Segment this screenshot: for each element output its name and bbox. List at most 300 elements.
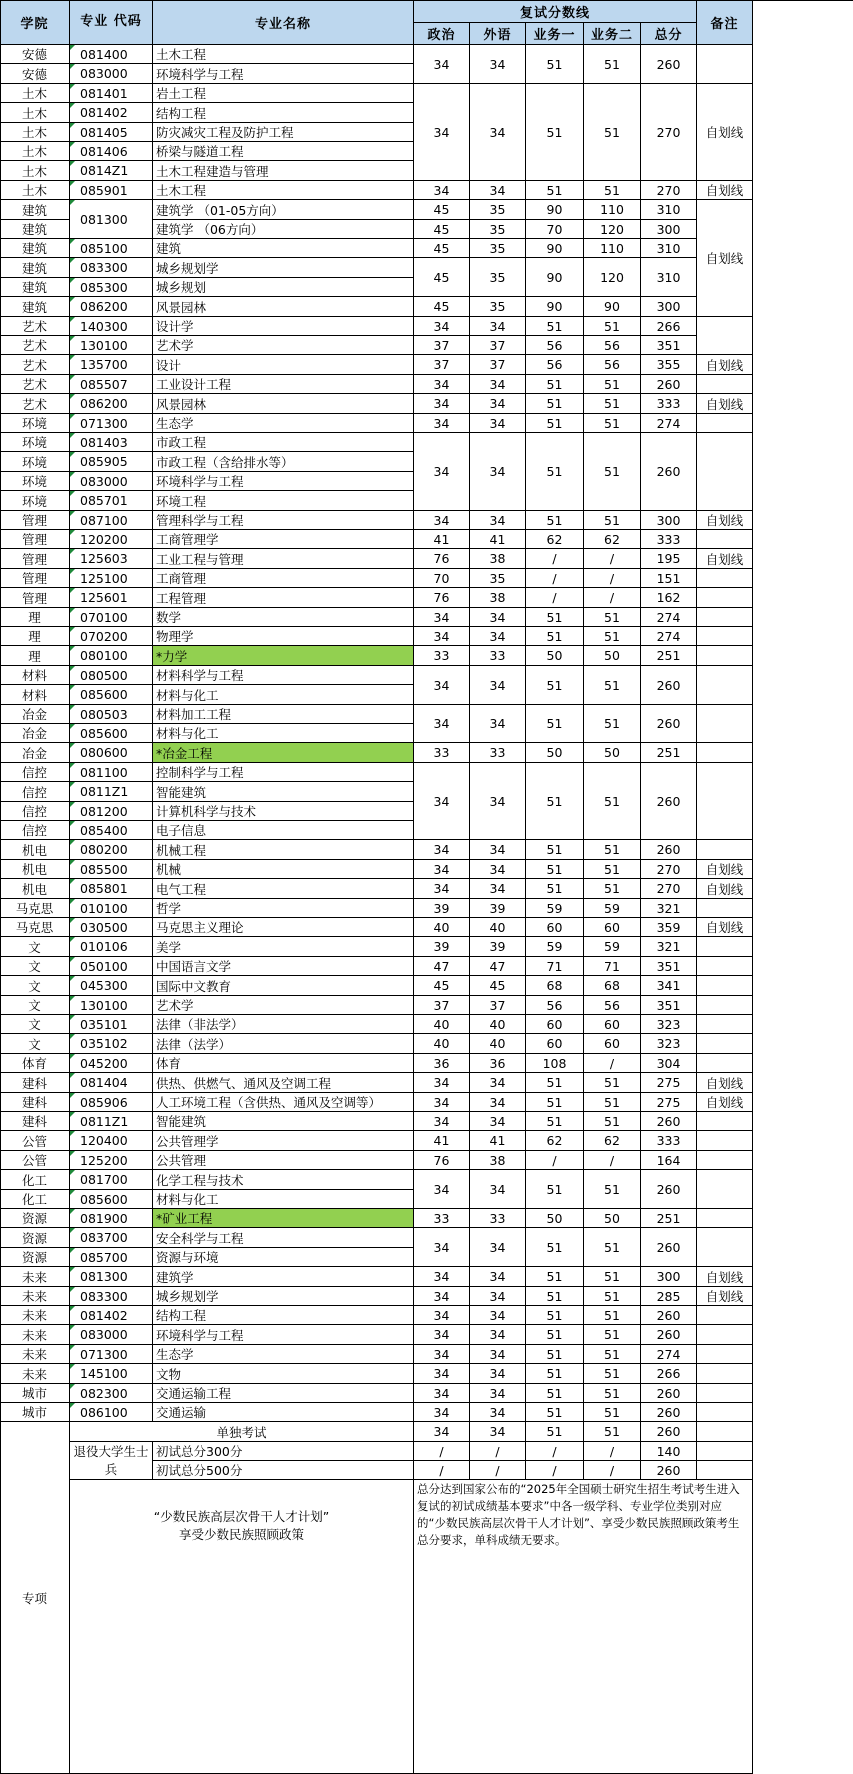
score-subject2-cell: 51	[584, 840, 641, 860]
score-subject1-cell: 51	[526, 1112, 584, 1131]
remark-cell: 自划线	[697, 355, 753, 375]
major-cell: 公共管理学	[153, 1131, 414, 1151]
college-cell: 土木	[0, 142, 70, 161]
remark-cell	[697, 608, 753, 627]
cell-marker-icon	[70, 1209, 75, 1214]
code-cell: 081100	[70, 763, 153, 782]
major-cell: 材料科学与工程	[153, 666, 414, 685]
major-cell: 土木工程建造与管理	[153, 161, 414, 181]
cell-marker-icon	[70, 1131, 75, 1136]
score-total-cell: 333	[641, 394, 697, 414]
score-total-cell: 275	[641, 1093, 697, 1112]
college-cell: 资源	[0, 1209, 70, 1228]
score-politics-cell: 34	[414, 45, 470, 84]
cell-marker-icon	[70, 1306, 75, 1311]
major-cell: 城乡规划	[153, 278, 414, 297]
cell-marker-icon	[70, 957, 75, 962]
code-cell: 145100	[70, 1364, 153, 1384]
header-remark: 备注	[697, 0, 753, 45]
score-subject2-cell: 68	[584, 976, 641, 996]
score-subject2-cell: 59	[584, 899, 641, 918]
score-language-cell: 40	[470, 1015, 526, 1034]
score-total-cell: 266	[641, 1364, 697, 1384]
score-politics-cell: 70	[414, 569, 470, 588]
score-politics-cell: 39	[414, 937, 470, 957]
college-cell: 机电	[0, 860, 70, 879]
remark-cell	[697, 666, 753, 705]
score-subject2-cell: 51	[584, 763, 641, 840]
score-subject1-cell: 51	[526, 1267, 584, 1287]
college-cell: 体育	[0, 1054, 70, 1073]
code-cell: 081900	[70, 1209, 153, 1228]
score-subject2-cell: 51	[584, 1306, 641, 1325]
code-cell: 081402	[70, 103, 153, 123]
college-cell: 管理	[0, 511, 70, 530]
major-cell: 风景园林	[153, 297, 414, 317]
code-cell: 085906	[70, 1093, 153, 1112]
score-subject1-cell: 56	[526, 355, 584, 375]
college-cell: 建筑	[0, 220, 70, 239]
score-subject2-cell: 51	[584, 433, 641, 511]
major-cell: 材料与化工	[153, 724, 414, 743]
score-language-cell: 34	[470, 1325, 526, 1345]
major-cell: 工业工程与管理	[153, 549, 414, 569]
code-cell: 085300	[70, 278, 153, 297]
major-cell: 生态学	[153, 1345, 414, 1364]
cell-marker-icon	[70, 1054, 75, 1059]
score-politics-cell: 34	[414, 317, 470, 336]
score-subject1-cell: 51	[526, 705, 584, 743]
major-cell: 建筑	[153, 239, 414, 258]
college-cell: 文	[0, 1015, 70, 1034]
code-cell: 035102	[70, 1034, 153, 1054]
score-language-cell: 38	[470, 549, 526, 569]
college-cell: 机电	[0, 879, 70, 899]
major-cell: 工商管理学	[153, 530, 414, 549]
score-language-cell: 34	[470, 375, 526, 394]
college-cell: 管理	[0, 530, 70, 549]
score-politics-cell: 37	[414, 336, 470, 355]
code-cell: 081300	[70, 1267, 153, 1287]
score-subject1-cell: 51	[526, 45, 584, 84]
score-subject1-cell: 51	[526, 1170, 584, 1209]
score-total-cell: 260	[641, 1170, 697, 1209]
major-cell: 城乡规划学	[153, 258, 414, 278]
code-cell: 045300	[70, 976, 153, 996]
cell-marker-icon	[70, 782, 75, 787]
score-subject1-cell: 60	[526, 1015, 584, 1034]
score-subject1-cell: 51	[526, 840, 584, 860]
code-cell: 085801	[70, 879, 153, 899]
college-cell: 建筑	[0, 258, 70, 278]
code-cell: 085600	[70, 724, 153, 743]
college-cell: 未来	[0, 1364, 70, 1384]
college-cell: 环境	[0, 433, 70, 452]
code-cell: 085400	[70, 821, 153, 840]
college-cell: 土木	[0, 181, 70, 200]
score-politics-cell: 34	[414, 840, 470, 860]
score-politics-cell: 34	[414, 1093, 470, 1112]
cell-marker-icon	[70, 627, 75, 632]
score-subject2-cell: 51	[584, 181, 641, 200]
special-veteran-row-label: 初试总分500分	[153, 1461, 414, 1480]
college-cell: 未来	[0, 1267, 70, 1287]
header-scores: 复试分数线	[414, 0, 697, 23]
score-subject2-cell: 51	[584, 511, 641, 530]
major-cell: 文物	[153, 1364, 414, 1384]
major-cell: 化学工程与技术	[153, 1170, 414, 1190]
score-subject1-cell: 51	[526, 860, 584, 879]
score-subject2-cell: 51	[584, 608, 641, 627]
cell-marker-icon	[70, 1403, 75, 1408]
score-language-cell: 34	[470, 1170, 526, 1209]
score-language-cell: 35	[470, 239, 526, 258]
score-politics-cell: 34	[414, 860, 470, 879]
score-politics-cell: 34	[414, 1170, 470, 1209]
code-cell: 125100	[70, 569, 153, 588]
college-cell: 城市	[0, 1403, 70, 1422]
major-cell: 岩土工程	[153, 84, 414, 103]
score-politics-cell: 41	[414, 530, 470, 549]
remark-cell: 自划线	[697, 394, 753, 414]
score-politics-cell: 34	[414, 763, 470, 840]
cell-marker-icon	[70, 860, 75, 865]
major-cell: 电气工程	[153, 879, 414, 899]
cell-marker-icon	[70, 899, 75, 904]
major-cell: 人工环境工程（含供热、通风及空调等）	[153, 1093, 414, 1112]
code-cell: 081200	[70, 802, 153, 821]
score-subject1-cell: 56	[526, 996, 584, 1015]
cell-marker-icon	[70, 743, 75, 748]
cell-marker-icon	[70, 1112, 75, 1117]
cell-marker-icon	[70, 1170, 75, 1175]
cell-marker-icon	[70, 1248, 75, 1253]
score-language-cell: 35	[470, 200, 526, 220]
score-subject2-cell: 51	[584, 45, 641, 84]
score-subject1-cell: 51	[526, 608, 584, 627]
remark-cell: 自划线	[697, 860, 753, 879]
score-subject1-cell: 56	[526, 336, 584, 355]
major-cell: 设计	[153, 355, 414, 375]
score-politics-cell: 34	[414, 181, 470, 200]
score-subject2-cell: 56	[584, 996, 641, 1015]
score-politics-cell: 34	[414, 414, 470, 433]
college-cell: 理	[0, 627, 70, 646]
remark-cell	[697, 1131, 753, 1151]
score-subject1-cell: 51	[526, 375, 584, 394]
score-subject1-cell: 51	[526, 414, 584, 433]
code-cell: 083300	[70, 258, 153, 278]
college-cell: 艺术	[0, 355, 70, 375]
major-cell: 土木工程	[153, 45, 414, 64]
score-total-cell: 260	[641, 1403, 697, 1422]
college-cell: 建筑	[0, 278, 70, 297]
score-language-cell: 34	[470, 1384, 526, 1403]
major-cell: 桥梁与隧道工程	[153, 142, 414, 161]
score-subject1-cell: 51	[526, 84, 584, 181]
score-subject2-cell: 51	[584, 1228, 641, 1267]
code-cell: 070200	[70, 627, 153, 646]
score-language-cell: 38	[470, 1151, 526, 1170]
score-subject1-cell: /	[526, 588, 584, 608]
remark-cell: 自划线	[697, 200, 753, 317]
major-cell: *冶金工程	[153, 743, 414, 763]
college-cell: 公管	[0, 1131, 70, 1151]
remark-cell	[697, 1151, 753, 1170]
major-cell: 公共管理	[153, 1151, 414, 1170]
college-cell: 建科	[0, 1073, 70, 1093]
score-politics-cell: 76	[414, 588, 470, 608]
code-cell: 083000	[70, 1325, 153, 1345]
score-total-cell: 351	[641, 957, 697, 976]
remark-cell	[697, 1228, 753, 1267]
major-cell: 防灾减灾工程及防护工程	[153, 123, 414, 142]
college-cell: 文	[0, 996, 70, 1015]
special-veteran-politics: /	[414, 1461, 470, 1480]
cell-marker-icon	[70, 64, 75, 69]
score-politics-cell: 34	[414, 666, 470, 705]
major-cell: 市政工程	[153, 433, 414, 452]
special-exam-total: 260	[641, 1422, 697, 1442]
score-total-cell: 260	[641, 433, 697, 511]
major-cell: 艺术学	[153, 996, 414, 1015]
special-veteran-subject1: /	[526, 1442, 584, 1461]
remark-cell	[697, 1345, 753, 1364]
score-subject2-cell: 51	[584, 705, 641, 743]
major-cell: 建筑学	[153, 1267, 414, 1287]
score-language-cell: 35	[470, 569, 526, 588]
major-cell: 控制科学与工程	[153, 763, 414, 782]
cell-marker-icon	[70, 336, 75, 341]
score-language-cell: 34	[470, 666, 526, 705]
score-total-cell: 321	[641, 937, 697, 957]
score-subject1-cell: 60	[526, 918, 584, 937]
college-cell: 未来	[0, 1325, 70, 1345]
code-cell: 081404	[70, 1073, 153, 1093]
cell-marker-icon	[70, 879, 75, 884]
code-cell: 045200	[70, 1054, 153, 1073]
score-subject1-cell: 90	[526, 200, 584, 220]
score-subject1-cell: 51	[526, 1364, 584, 1384]
score-politics-cell: 39	[414, 899, 470, 918]
score-total-cell: 359	[641, 918, 697, 937]
score-total-cell: 300	[641, 220, 697, 239]
score-language-cell: 34	[470, 1403, 526, 1422]
college-cell: 土木	[0, 84, 70, 103]
major-cell: 体育	[153, 1054, 414, 1073]
cell-marker-icon	[70, 802, 75, 807]
code-cell: 135700	[70, 355, 153, 375]
code-cell: 0811Z1	[70, 782, 153, 802]
special-veteran-subject2: /	[584, 1461, 641, 1480]
college-cell: 文	[0, 1034, 70, 1054]
college-cell: 环境	[0, 472, 70, 491]
score-subject2-cell: 51	[584, 317, 641, 336]
score-subject1-cell: 51	[526, 763, 584, 840]
score-total-cell: 260	[641, 375, 697, 394]
code-cell: 083300	[70, 1287, 153, 1306]
score-subject2-cell: 110	[584, 239, 641, 258]
score-subject2-cell: 120	[584, 220, 641, 239]
cell-marker-icon	[70, 394, 75, 399]
score-subject2-cell: 51	[584, 1287, 641, 1306]
cell-marker-icon	[70, 278, 75, 283]
code-cell: 086200	[70, 297, 153, 317]
remark-cell	[697, 1170, 753, 1209]
code-cell: 125200	[70, 1151, 153, 1170]
college-cell: 资源	[0, 1248, 70, 1267]
cell-marker-icon	[70, 103, 75, 108]
header-subject1: 业务一	[526, 23, 584, 45]
score-subject2-cell: 51	[584, 1345, 641, 1364]
code-cell: 080200	[70, 840, 153, 860]
college-cell: 艺术	[0, 375, 70, 394]
score-language-cell: 34	[470, 840, 526, 860]
college-cell: 化工	[0, 1170, 70, 1190]
remark-cell	[697, 588, 753, 608]
score-subject2-cell: 51	[584, 1073, 641, 1093]
remark-cell: 自划线	[697, 918, 753, 937]
code-cell: 081402	[70, 1306, 153, 1325]
score-politics-cell: 34	[414, 1403, 470, 1422]
score-subject2-cell: 50	[584, 1209, 641, 1228]
score-language-cell: 34	[470, 705, 526, 743]
score-subject1-cell: 62	[526, 530, 584, 549]
score-subject1-cell: 51	[526, 627, 584, 646]
major-cell: 法律（非法学）	[153, 1015, 414, 1034]
score-total-cell: 251	[641, 743, 697, 763]
score-politics-cell: 41	[414, 1131, 470, 1151]
cell-marker-icon	[70, 1325, 75, 1330]
code-cell: 140300	[70, 317, 153, 336]
major-cell: *矿业工程	[153, 1209, 414, 1228]
score-politics-cell: 34	[414, 1073, 470, 1093]
major-cell: 艺术学	[153, 336, 414, 355]
score-total-cell: 333	[641, 1131, 697, 1151]
major-cell: 环境科学与工程	[153, 1325, 414, 1345]
remark-cell	[697, 937, 753, 957]
college-cell: 管理	[0, 588, 70, 608]
special-minority-note: 总分达到国家公布的“2025年全国硕士研究生招生考试考生进入复试的初试成绩基本要求”中各一级学科、专业学位类别对应的“少数民族高层次骨干人才计划”、享受少数民族照顾政策考生总分要求，单科成绩无要求。	[414, 1480, 753, 1774]
major-cell: 设计学	[153, 317, 414, 336]
code-cell: 085100	[70, 239, 153, 258]
score-subject1-cell: /	[526, 569, 584, 588]
score-subject2-cell: /	[584, 1054, 641, 1073]
score-total-cell: 270	[641, 84, 697, 181]
cell-marker-icon	[70, 200, 75, 205]
code-cell: 085701	[70, 491, 153, 511]
score-language-cell: 41	[470, 530, 526, 549]
code-cell: 081300	[70, 200, 153, 239]
score-total-cell: 270	[641, 181, 697, 200]
remark-cell	[697, 1112, 753, 1131]
header-code: 专业 代码	[70, 0, 153, 45]
score-subject2-cell: 56	[584, 355, 641, 375]
college-cell: 环境	[0, 452, 70, 472]
score-subject2-cell: 50	[584, 743, 641, 763]
score-subject1-cell: 59	[526, 937, 584, 957]
score-subject1-cell: 51	[526, 317, 584, 336]
remark-cell: 自划线	[697, 511, 753, 530]
score-politics-cell: 45	[414, 220, 470, 239]
score-subject1-cell: /	[526, 549, 584, 569]
score-politics-cell: 34	[414, 394, 470, 414]
major-cell: 环境科学与工程	[153, 64, 414, 84]
score-politics-cell: 34	[414, 375, 470, 394]
college-cell: 建科	[0, 1093, 70, 1112]
college-cell: 安德	[0, 45, 70, 64]
score-language-cell: 34	[470, 181, 526, 200]
header-total: 总分	[641, 23, 697, 45]
college-cell: 信控	[0, 782, 70, 802]
code-cell: 125603	[70, 549, 153, 569]
score-politics-cell: 45	[414, 976, 470, 996]
code-cell: 087100	[70, 511, 153, 530]
score-language-cell: 35	[470, 258, 526, 297]
cell-marker-icon	[70, 258, 75, 263]
cell-marker-icon	[70, 821, 75, 826]
score-subject2-cell: 51	[584, 1170, 641, 1209]
code-cell: 0811Z1	[70, 1112, 153, 1131]
score-subject2-cell: 51	[584, 1325, 641, 1345]
special-veteran-row-label: 初试总分300分	[153, 1442, 414, 1461]
score-total-cell: 285	[641, 1287, 697, 1306]
remark-cell	[697, 763, 753, 840]
college-cell: 艺术	[0, 394, 70, 414]
score-total-cell: 300	[641, 1267, 697, 1287]
score-total-cell: 300	[641, 297, 697, 317]
score-total-cell: 260	[641, 45, 697, 84]
special-veteran-remark	[697, 1461, 753, 1480]
cell-marker-icon	[70, 123, 75, 128]
score-language-cell: 34	[470, 433, 526, 511]
score-total-cell: 151	[641, 569, 697, 588]
college-cell: 化工	[0, 1190, 70, 1209]
remark-cell	[697, 957, 753, 976]
score-total-cell: 333	[641, 530, 697, 549]
college-cell: 土木	[0, 103, 70, 123]
major-cell: 管理科学与工程	[153, 511, 414, 530]
remark-cell	[697, 899, 753, 918]
score-total-cell: 310	[641, 239, 697, 258]
score-subject1-cell: 90	[526, 239, 584, 258]
college-cell: 马克思	[0, 918, 70, 937]
cell-marker-icon	[70, 1073, 75, 1078]
score-subject1-cell: 50	[526, 646, 584, 666]
score-subject1-cell: 51	[526, 666, 584, 705]
score-total-cell: 275	[641, 1073, 697, 1093]
header-language: 外语	[470, 23, 526, 45]
remark-cell	[697, 317, 753, 355]
remark-cell	[697, 1209, 753, 1228]
score-subject2-cell: 51	[584, 84, 641, 181]
remark-cell: 自划线	[697, 549, 753, 569]
major-cell: 结构工程	[153, 103, 414, 123]
special-exam-subject2: 51	[584, 1422, 641, 1442]
header-college: 学院	[0, 0, 70, 45]
score-total-cell: 260	[641, 705, 697, 743]
code-cell: 080600	[70, 743, 153, 763]
header-major: 专业名称	[153, 0, 414, 45]
college-cell: 环境	[0, 414, 70, 433]
score-total-cell: 266	[641, 317, 697, 336]
major-cell: 中国语言文学	[153, 957, 414, 976]
code-cell: 130100	[70, 336, 153, 355]
code-cell: 080500	[70, 666, 153, 685]
score-subject1-cell: 51	[526, 511, 584, 530]
remark-cell	[697, 1015, 753, 1034]
score-politics-cell: 34	[414, 433, 470, 511]
